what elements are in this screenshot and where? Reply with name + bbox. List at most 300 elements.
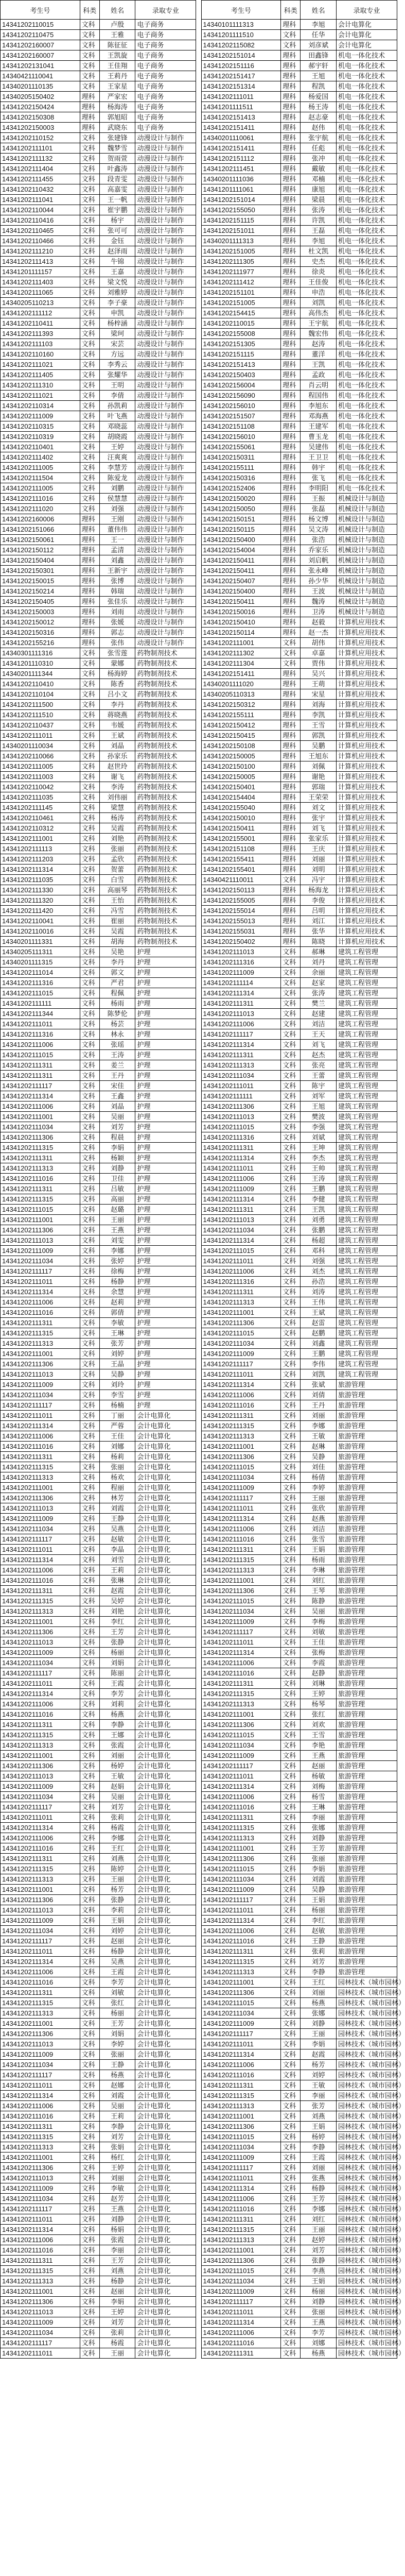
right-admitted-major-cell: 建筑工程管理: [337, 1297, 397, 1308]
right-student-name-cell: 王卫卫: [301, 452, 337, 463]
right-exam-number-cell: 14341202111011: [201, 1503, 281, 1514]
left-admitted-major-cell: 会计电算化: [135, 1864, 196, 1874]
right-subject-type-cell: 文科: [281, 1483, 301, 1493]
left-student-name-cell: 王一帆: [99, 195, 135, 205]
right-student-name-cell: 张燕: [301, 2173, 337, 2183]
right-subject-type-cell: 文科: [281, 1277, 301, 1287]
left-subject-type-cell: 文科: [80, 2338, 99, 2348]
table-row: [1, 370, 397, 380]
right-student-name-cell: 李娟: [301, 1864, 337, 1874]
right-subject-type-cell: 文科: [281, 1648, 301, 1658]
column-gap: [196, 1946, 201, 1957]
right-exam-number-cell: 14341202111314: [201, 988, 281, 998]
right-admitted-major-cell: 建筑工程管理: [337, 1277, 397, 1287]
left-exam-number-cell: 14341202111034: [1, 2194, 80, 2204]
left-student-name-cell: 王丽: [99, 1215, 135, 1225]
table-row: [1, 875, 397, 885]
left-exam-number-cell: 14341202111009: [1, 411, 80, 421]
right-subject-type-cell: 文科: [281, 1709, 301, 1720]
left-subject-type-cell: 文科: [80, 1184, 99, 1194]
left-subject-type-cell: 文科: [80, 1668, 99, 1679]
column-gap: [196, 349, 201, 360]
right-student-name-cell: 孙浩: [301, 1277, 337, 1287]
left-admitted-major-cell: 动漫设计与制作: [135, 597, 196, 607]
right-subject-type-cell: 文科: [281, 1988, 301, 1998]
column-gap: [196, 906, 201, 916]
left-exam-number-cell: 14341202110319: [1, 432, 80, 442]
right-subject-type-cell: 文科: [281, 1472, 301, 1483]
left-subject-type-cell: 文科: [80, 1081, 99, 1091]
right-subject-type-cell: 文科: [281, 2245, 301, 2256]
right-admitted-major-cell: 建筑工程管理: [337, 1215, 397, 1225]
column-gap: [196, 432, 201, 442]
right-admitted-major-cell: 旅游管理: [337, 1782, 397, 1792]
left-admitted-major-cell: 护理: [135, 1101, 196, 1112]
right-subject-type-cell: 文科: [281, 1071, 301, 1081]
left-exam-number-cell: 14340201110034: [1, 741, 80, 751]
right-subject-type-cell: 文科: [281, 1225, 301, 1235]
left-subject-type-cell: 文科: [80, 854, 99, 865]
column-gap: [196, 885, 201, 895]
left-admitted-major-cell: 会计电算化: [135, 1442, 196, 1452]
right-exam-number-cell: 14341202154004: [201, 545, 281, 555]
left-student-name-cell: 刘雯: [99, 1235, 135, 1246]
column-gap: [196, 318, 201, 329]
right-subject-type-cell: 文科: [281, 1122, 301, 1132]
left-exam-number-cell: 14341202111016: [1, 1442, 80, 1452]
left-exam-number-cell: 14341202111006: [1, 1040, 80, 1050]
left-student-name-cell: 刘芳: [99, 2317, 135, 2328]
column-gap: [196, 2183, 201, 2194]
left-subject-type-cell: 文科: [80, 720, 99, 731]
right-exam-number-cell: 14341202111009: [201, 1184, 281, 1194]
left-subject-type-cell: 文科: [80, 1174, 99, 1184]
right-student-name-cell: 赵伟: [301, 123, 337, 133]
right-student-name-cell: 刘芳: [301, 1957, 337, 1967]
left-exam-number-cell: 14341202111009: [1, 1782, 80, 1792]
left-subject-type-cell: 文科: [80, 1885, 99, 1895]
table-row: [1, 1359, 397, 1369]
left-exam-number-cell: 14341202111016: [1, 494, 80, 504]
left-admitted-major-cell: 动漫设计与制作: [135, 494, 196, 504]
left-exam-number-cell: 14341202111013: [1, 1369, 80, 1380]
table-row: [1, 1957, 397, 1967]
right-subject-type-cell: 理科: [281, 411, 301, 421]
left-subject-type-cell: 文科: [80, 1297, 99, 1308]
left-subject-type-cell: 文科: [80, 1936, 99, 1946]
table-row: [1, 1380, 397, 1390]
right-admitted-major-cell: 机电一体化技术: [337, 174, 397, 184]
left-exam-number-cell: 14340201111344: [1, 669, 80, 679]
right-student-name-cell: 王丽: [301, 2029, 337, 2039]
left-subject-type-cell: 文科: [80, 2070, 99, 2080]
left-student-name-cell: 赵芳: [99, 2194, 135, 2204]
left-subject-type-cell: 文科: [80, 30, 99, 40]
right-subject-type-cell: 理科: [281, 916, 301, 926]
column-gap: [196, 1349, 201, 1359]
table-row: [1, 700, 397, 710]
column-gap: [196, 1565, 201, 1575]
left-admitted-major-cell: 护理: [135, 1071, 196, 1081]
right-student-name-cell: 张娜: [301, 1823, 337, 1833]
right-admitted-major-cell: 建筑工程管理: [337, 1122, 397, 1132]
left-exam-number-cell: 14341202111306: [1, 2029, 80, 2039]
right-subject-type-cell: 文科: [281, 1153, 301, 1163]
right-admitted-major-cell: 机电一体化技术: [337, 277, 397, 287]
left-admitted-major-cell: 动漫设计与制作: [135, 360, 196, 370]
left-admitted-major-cell: 护理: [135, 1277, 196, 1287]
column-gap: [196, 2266, 201, 2276]
header-subject-type: 科类: [281, 1, 301, 20]
right-subject-type-cell: 理科: [281, 391, 301, 401]
left-subject-type-cell: 文科: [80, 2183, 99, 2194]
right-subject-type-cell: 文科: [281, 1349, 301, 1359]
column-gap: [196, 957, 201, 968]
left-admitted-major-cell: 护理: [135, 1338, 196, 1349]
right-exam-number-cell: 14341202111034: [201, 2142, 281, 2153]
left-exam-number-cell: 14341202110152: [1, 133, 80, 143]
left-admitted-major-cell: 会计电算化: [135, 1699, 196, 1709]
left-admitted-major-cell: 会计电算化: [135, 1586, 196, 1596]
right-student-name-cell: 吴静: [301, 1452, 337, 1462]
right-student-name-cell: 李旭东: [301, 401, 337, 411]
right-student-name-cell: 杨敏: [301, 1771, 337, 1782]
table-row: [1, 2049, 397, 2060]
right-admitted-major-cell: 计算机应用技术: [337, 926, 397, 937]
left-exam-number-cell: 14341202111145: [1, 803, 80, 813]
right-admitted-major-cell: 旅游管理: [337, 1885, 397, 1895]
column-gap: [196, 1998, 201, 2008]
left-student-name-cell: 李敏: [99, 1318, 135, 1328]
left-student-name-cell: 李秀云: [99, 360, 135, 370]
table-row: [1, 586, 397, 597]
right-subject-type-cell: 文科: [281, 1040, 301, 1050]
right-student-name-cell: 杨倩: [301, 1472, 337, 1483]
left-subject-type-cell: 文科: [80, 1617, 99, 1627]
right-subject-type-cell: 文科: [281, 1524, 301, 1534]
left-student-name-cell: 侯慧慧: [99, 494, 135, 504]
right-admitted-major-cell: 建筑工程管理: [337, 1194, 397, 1205]
right-student-name-cell: 王敏: [301, 1431, 337, 1442]
left-subject-type-cell: 理科: [80, 123, 99, 133]
right-subject-type-cell: 理科: [281, 895, 301, 906]
column-gap: [196, 1977, 201, 1988]
column-gap: [196, 514, 201, 524]
table-row: [1, 360, 397, 370]
right-exam-number-cell: 14341202111314: [201, 1514, 281, 1524]
right-student-name-cell: 刘敏: [301, 1627, 337, 1637]
left-admitted-major-cell: 药物制剂技术: [135, 751, 196, 761]
right-exam-number-cell: 14341202111306: [201, 1586, 281, 1596]
right-subject-type-cell: 文科: [281, 1761, 301, 1771]
column-gap: [196, 2204, 201, 2214]
table-row: [1, 112, 397, 123]
left-student-name-cell: 蒋晓燕: [99, 710, 135, 720]
column-gap: [196, 1050, 201, 1060]
column-gap: [196, 452, 201, 463]
table-row: [1, 401, 397, 411]
left-exam-number-cell: 14341202111041: [1, 195, 80, 205]
right-exam-number-cell: 14341202111306: [201, 2122, 281, 2132]
right-exam-number-cell: 14341202111009: [201, 968, 281, 978]
right-subject-type-cell: 理科: [281, 123, 301, 133]
table-row: [1, 2194, 397, 2204]
right-subject-type-cell: 理科: [281, 215, 301, 226]
right-admitted-major-cell: 建筑工程管理: [337, 998, 397, 1009]
right-exam-number-cell: 14341202111117: [201, 1359, 281, 1369]
left-exam-number-cell: 14341202111015: [1, 988, 80, 998]
table-row: [1, 1936, 397, 1946]
left-student-name-cell: 王娜: [99, 1730, 135, 1740]
header-name: 姓名: [301, 1, 337, 20]
right-student-name-cell: 张宇: [301, 813, 337, 823]
left-admitted-major-cell: 药物制剂技术: [135, 658, 196, 669]
right-admitted-major-cell: 计算机应用技术: [337, 875, 397, 885]
table-row: [1, 1246, 397, 1256]
left-exam-number-cell: 14341202111210: [1, 246, 80, 257]
left-exam-number-cell: 14341202111001: [1, 1885, 80, 1895]
right-student-name-cell: 张斌: [301, 1380, 337, 1390]
left-admitted-major-cell: 会计电算化: [135, 2204, 196, 2214]
left-exam-number-cell: 14341202111011: [1, 731, 80, 741]
right-exam-number-cell: 14341202111313: [201, 1565, 281, 1575]
left-subject-type-cell: 文科: [80, 50, 99, 61]
left-admitted-major-cell: 电子商务: [135, 112, 196, 123]
left-subject-type-cell: 文科: [80, 2276, 99, 2286]
left-subject-type-cell: 文科: [80, 679, 99, 689]
table-row: [1, 164, 397, 174]
right-subject-type-cell: 文科: [281, 1132, 301, 1143]
left-student-name-cell: 张耀华: [99, 370, 135, 380]
left-student-name-cell: 郭志: [99, 628, 135, 638]
left-subject-type-cell: 文科: [80, 772, 99, 782]
right-admitted-major-cell: 机械设计与制造: [337, 504, 397, 514]
left-admitted-major-cell: 会计电算化: [135, 1946, 196, 1957]
left-exam-number-cell: 14340201110135: [1, 81, 80, 92]
column-gap: [196, 205, 201, 215]
right-student-name-cell: 王丹: [301, 1400, 337, 1411]
right-subject-type-cell: 文科: [281, 658, 301, 669]
left-student-name-cell: 王鑫: [99, 1091, 135, 1101]
left-admitted-major-cell: 药物制剂技术: [135, 834, 196, 844]
right-student-name-cell: 王伟: [301, 1297, 337, 1308]
left-subject-type-cell: 文科: [80, 1957, 99, 1967]
right-admitted-major-cell: 机电一体化技术: [337, 308, 397, 318]
left-student-name-cell: 杨静: [99, 2276, 135, 2286]
right-exam-number-cell: 14341202111313: [201, 1431, 281, 1442]
right-student-name-cell: 刘启帆: [301, 555, 337, 566]
right-subject-type-cell: 文科: [281, 1462, 301, 1472]
left-admitted-major-cell: 会计电算化: [135, 1452, 196, 1462]
left-admitted-major-cell: 药物制剂技术: [135, 731, 196, 741]
left-subject-type-cell: 文科: [80, 2060, 99, 2070]
right-student-name-cell: 李芳: [301, 2328, 337, 2338]
right-exam-number-cell: 14341202151011: [201, 226, 281, 236]
column-gap: [196, 2101, 201, 2111]
left-student-name-cell: 卢殷: [99, 20, 135, 30]
right-subject-type-cell: 文科: [281, 998, 301, 1009]
left-subject-type-cell: 文科: [80, 1524, 99, 1534]
left-student-name-cell: 李敏: [99, 2183, 135, 2194]
left-student-name-cell: 刘娟: [99, 2029, 135, 2039]
left-admitted-major-cell: 护理: [135, 1256, 196, 1266]
right-exam-number-cell: 14341202111304: [201, 658, 281, 669]
left-exam-number-cell: 14341202111311: [1, 1452, 80, 1462]
left-exam-number-cell: 14341202111405: [1, 370, 80, 380]
right-subject-type-cell: 理科: [281, 906, 301, 916]
left-student-name-cell: 王莉: [99, 1565, 135, 1575]
left-admitted-major-cell: 会计电算化: [135, 1792, 196, 1802]
right-student-name-cell: 梁晨: [301, 195, 337, 205]
left-admitted-major-cell: 会计电算化: [135, 2039, 196, 2049]
column-gap: [196, 1235, 201, 1246]
left-subject-type-cell: 文科: [80, 2132, 99, 2142]
left-admitted-major-cell: 动漫设计与制作: [135, 246, 196, 257]
table-row: [1, 1534, 397, 1545]
right-student-name-cell: 刘凯: [301, 298, 337, 308]
left-exam-number-cell: 14341202111117: [1, 2070, 80, 2080]
right-exam-number-cell: 14341202111009: [201, 2286, 281, 2297]
right-exam-number-cell: 14341202111117: [201, 2297, 281, 2307]
table-row: [1, 391, 397, 401]
left-subject-type-cell: 文科: [80, 421, 99, 432]
left-subject-type-cell: 文科: [80, 1782, 99, 1792]
column-gap: [196, 1586, 201, 1596]
right-exam-number-cell: 14341202111016: [201, 2204, 281, 2214]
column-gap: [196, 1246, 201, 1256]
left-student-name-cell: 陈丽: [99, 1668, 135, 1679]
left-admitted-major-cell: 护理: [135, 1390, 196, 1400]
column-gap: [196, 1606, 201, 1617]
right-student-name-cell: 刘洁: [301, 1019, 337, 1029]
left-admitted-major-cell: 药物制剂技术: [135, 741, 196, 751]
column-gap: [196, 370, 201, 380]
table-row: [1, 978, 397, 988]
right-subject-type-cell: 文科: [281, 957, 301, 968]
table-row: [1, 2111, 397, 2122]
right-admitted-major-cell: 旅游管理: [337, 1668, 397, 1679]
table-row: [1, 2163, 397, 2173]
column-gap: [196, 1967, 201, 1977]
right-student-name-cell: 赵燕: [301, 1514, 337, 1524]
left-admitted-major-cell: 药物制剂技术: [135, 710, 196, 720]
table-row: [1, 349, 397, 360]
left-exam-number-cell: 14341202111311: [1, 1318, 80, 1328]
right-subject-type-cell: 文科: [281, 1916, 301, 1926]
left-student-name-cell: 姜兰: [99, 1060, 135, 1071]
right-admitted-major-cell: 园林技术（城市园林）: [337, 2235, 397, 2245]
left-admitted-major-cell: 会计电算化: [135, 1545, 196, 1555]
right-student-name-cell: 申浩: [301, 287, 337, 298]
right-exam-number-cell: 14341202111313: [201, 2101, 281, 2111]
left-student-name-cell: 杨丽: [99, 2008, 135, 2019]
right-student-name-cell: 刘丽: [301, 1411, 337, 1421]
column-gap: [196, 1689, 201, 1699]
table-row: [1, 2122, 397, 2132]
left-exam-number-cell: 14341202150012: [1, 617, 80, 628]
table-row: [1, 555, 397, 566]
left-exam-number-cell: 14341202111313: [1, 2276, 80, 2286]
left-student-name-cell: 刘艳: [99, 1606, 135, 1617]
left-admitted-major-cell: 药物制剂技术: [135, 648, 196, 658]
left-admitted-major-cell: 动漫设计与制作: [135, 555, 196, 566]
left-subject-type-cell: 文科: [80, 1163, 99, 1174]
right-admitted-major-cell: 旅游管理: [337, 1720, 397, 1730]
left-subject-type-cell: 文科: [80, 1050, 99, 1060]
left-student-name-cell: 王怡: [99, 895, 135, 906]
left-student-name-cell: 刘静: [99, 1163, 135, 1174]
right-subject-type-cell: 理科: [281, 20, 301, 30]
table-row: [1, 1740, 397, 1751]
right-subject-type-cell: 文科: [281, 988, 301, 998]
right-student-name-cell: 杨文博: [301, 514, 337, 524]
right-student-name-cell: 王静: [301, 1936, 337, 1946]
table-row: [1, 473, 397, 483]
right-exam-number-cell: 14341201111510: [201, 30, 281, 40]
right-exam-number-cell: 14341202111009: [201, 1483, 281, 1493]
right-subject-type-cell: 理科: [281, 401, 301, 411]
left-exam-number-cell: 14341202110437: [1, 720, 80, 731]
right-exam-number-cell: 14341202111011: [201, 2039, 281, 2049]
right-exam-number-cell: 14341202111117: [201, 2163, 281, 2173]
left-exam-number-cell: 14341202111117: [1, 1936, 80, 1946]
table-row: [1, 1668, 397, 1679]
right-exam-number-cell: 14341202111311: [201, 1679, 281, 1689]
left-student-name-cell: 王琳: [99, 1328, 135, 1338]
column-gap: [196, 1637, 201, 1648]
left-subject-type-cell: 文科: [80, 1091, 99, 1101]
left-subject-type-cell: 理科: [80, 545, 99, 555]
table-row: [1, 1101, 397, 1112]
left-subject-type-cell: 文科: [80, 648, 99, 658]
left-admitted-major-cell: 护理: [135, 1235, 196, 1246]
left-exam-number-cell: 14341202131041: [1, 61, 80, 71]
right-student-name-cell: 李艳: [301, 1740, 337, 1751]
left-subject-type-cell: 文科: [80, 391, 99, 401]
left-exam-number-cell: 14341202111015: [1, 1205, 80, 1215]
right-admitted-major-cell: 计算机应用技术: [337, 741, 397, 751]
right-subject-type-cell: 文科: [281, 1627, 301, 1637]
right-admitted-major-cell: 建筑工程管理: [337, 1101, 397, 1112]
right-admitted-major-cell: 园林技术（城市园林）: [337, 2204, 397, 2214]
right-admitted-major-cell: 旅游管理: [337, 1524, 397, 1534]
right-exam-number-cell: 14341202111117: [201, 1029, 281, 1040]
right-student-name-cell: 张家乐: [301, 834, 337, 844]
left-student-name-cell: 申凯: [99, 308, 135, 318]
left-student-name-cell: 杨娟: [99, 2225, 135, 2235]
left-exam-number-cell: 14341202111306: [1, 1895, 80, 1905]
right-subject-type-cell: 理科: [281, 937, 301, 947]
right-admitted-major-cell: 建筑工程管理: [337, 988, 397, 998]
right-admitted-major-cell: 建筑工程管理: [337, 1112, 397, 1122]
left-student-name-cell: 魏梦雪: [99, 143, 135, 154]
left-admitted-major-cell: 会计电算化: [135, 2183, 196, 2194]
right-student-name-cell: 冯宇: [301, 875, 337, 885]
left-admitted-major-cell: 护理: [135, 957, 196, 968]
table-row: [1, 2297, 397, 2307]
left-subject-type-cell: 文科: [80, 349, 99, 360]
right-student-name-cell: 任华: [301, 30, 337, 40]
left-exam-number-cell: 14341202111013: [1, 1235, 80, 1246]
left-exam-number-cell: 14340301111316: [1, 648, 80, 658]
left-exam-number-cell: 14341202111315: [1, 1462, 80, 1472]
right-subject-type-cell: 理科: [281, 81, 301, 92]
left-exam-number-cell: 14341202110432: [1, 184, 80, 195]
right-exam-number-cell: 14341202155111: [201, 463, 281, 473]
left-exam-number-cell: 14341202111034: [1, 2060, 80, 2070]
right-admitted-major-cell: 计算机应用技术: [337, 648, 397, 658]
right-student-name-cell: 王坤: [301, 1143, 337, 1153]
